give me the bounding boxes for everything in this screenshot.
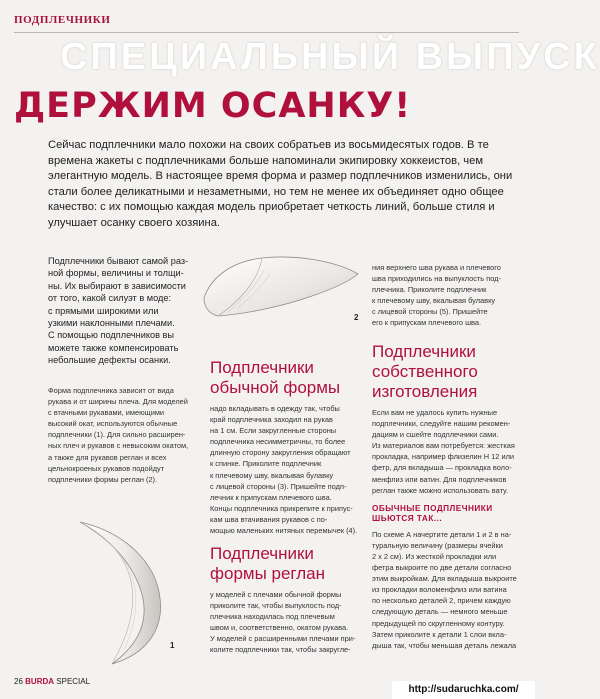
page-footer (14, 677, 90, 686)
left-lead-text: Подплечники бывают самой раз- ной формы, величины и толщи- ны. Их выбирают в зависимости от того, какой силуэт в моде: с прямыми широкими или узкими наклонными плечами. С помощью подплечников вы можете также компенсировать небольшие дефекты осанки. (48, 256, 189, 366)
text-raglan-pads: у моделей с плечами обычной формы приколите так, чтобы выпуклость под- плечника находилась под плечевым швом и, соответственно, окатом рукава. У моделей с расширенными плечами при- колите подплечники так, чтобы закругле- (210, 590, 356, 655)
figure-number-1: 1 (170, 641, 175, 650)
text-regular-pads: надо вкладывать в одежду так, чтобы край подплечника заходил на рукав на 1 см. Если закругленные стороны подплечника несимметричны, то более длинную сторону закругления обращают к спинке. Приколите подплечник к плечевому шву, вкалывая булавку с лицевой стороны (3). Пришейте подп- лечник к припускам плечевого шва. Концы подплечника прикрепите к припус- кам шва втачивания рукавов с по- мощью маленьких нитяных перемычек (4). (210, 404, 358, 536)
page-number: 26 (14, 677, 23, 686)
watermark-url: http://sudaruchka.com/ (392, 681, 535, 699)
right-section-homemade (372, 342, 524, 651)
ghost-headline: СПЕЦИАЛЬНЫЙ ВЫПУСК (60, 36, 600, 78)
shoulder-pad-raglan-illustration (66, 518, 186, 668)
text-sewing-steps: По схеме А начертите детали 1 и 2 в на- туральную величину (размеры ячейки 2 х 2 см). Из жесткой прокладки или фетра выкроите по две детали согласно этим выкройкам. Для вкладыша выкроите из прокладки воломенфлиз или ватина по несколько деталей 2, причем каждую следующую деталь — немного меньше предыдущей по скругленному контуру. Затем приколите к детали 1 слои вкла- дыша так, чтобы меньшая деталь лежала (372, 529, 517, 650)
figure-number-2: 2 (354, 313, 359, 322)
text-homemade-pads: Если вам не удалось купить нужные подплечники, следуйте нашим рекомен- дациям и сшейте подплечники сами. Из материалов вам потребуется: жесткая прокладка, например флизелин Н 12 или фетр, для вкладыша — прокладка воло- менфлиз или ватин. Для подплечников реглан также можно использовать вату. (372, 408, 515, 495)
right-top-text: ния верхнего шва рукава и плечевого шва приходились на выпуклость под- плечника. Приколите подплечник к плечевому шву, вкалывая булавку с лицевой стороны (5). Пришейте его к припускам плечевого шва. (372, 263, 501, 328)
subhead-homemade-pads: Подплечники собственного изготовления (372, 342, 478, 401)
header-rule (14, 32, 519, 33)
middle-section-raglan (210, 544, 362, 656)
brand-name: BURDA (25, 677, 55, 686)
subhead-raglan-pads: Подплечники формы реглан (210, 544, 326, 583)
left-body-text: Форма подплечника зависит от вида рукава и от ширины плеча. Для моделей с втачными рукавами, имеющими высокий окат, используются обычные подплечники (1). Для сильно расширен- ных плеч и рукавов с невысоким окатом, а также для рукавов реглан и всех цельнокроеных рукавов подойдут подплечники формы реглан (2). (48, 386, 189, 484)
subhead-regular-pads: Подплечники обычной формы (210, 358, 341, 397)
brand-suffix: SPECIAL (56, 677, 91, 686)
section-label: ПОДПЛЕЧНИКИ (14, 14, 111, 26)
minihead-regular-sewing: ОБЫЧНЫЕ ПОДПЛЕЧНИКИ ШЬЮТСЯ ТАК... (372, 503, 493, 524)
middle-section-regular (210, 358, 362, 536)
shoulder-pad-regular-illustration (198, 252, 366, 330)
intro-paragraph: Сейчас подплечники мало похожи на своих собратьев из восьмидесятых годов. В те времена жакеты с подплечниками больше напоминали экипировку хоккеистов, чем элегантную модель. В настоящее время форма и размер подплечников изменились, они стали более деликатными и незаметными, но тем не менее их объединяет одно общее качество: с их помощью каждая модель приобретает четкость линий, больше стиля и улучшает осанку своего хозяина. (48, 139, 513, 229)
page-title: ДЕРЖИМ ОСАНКУ! (14, 86, 412, 126)
